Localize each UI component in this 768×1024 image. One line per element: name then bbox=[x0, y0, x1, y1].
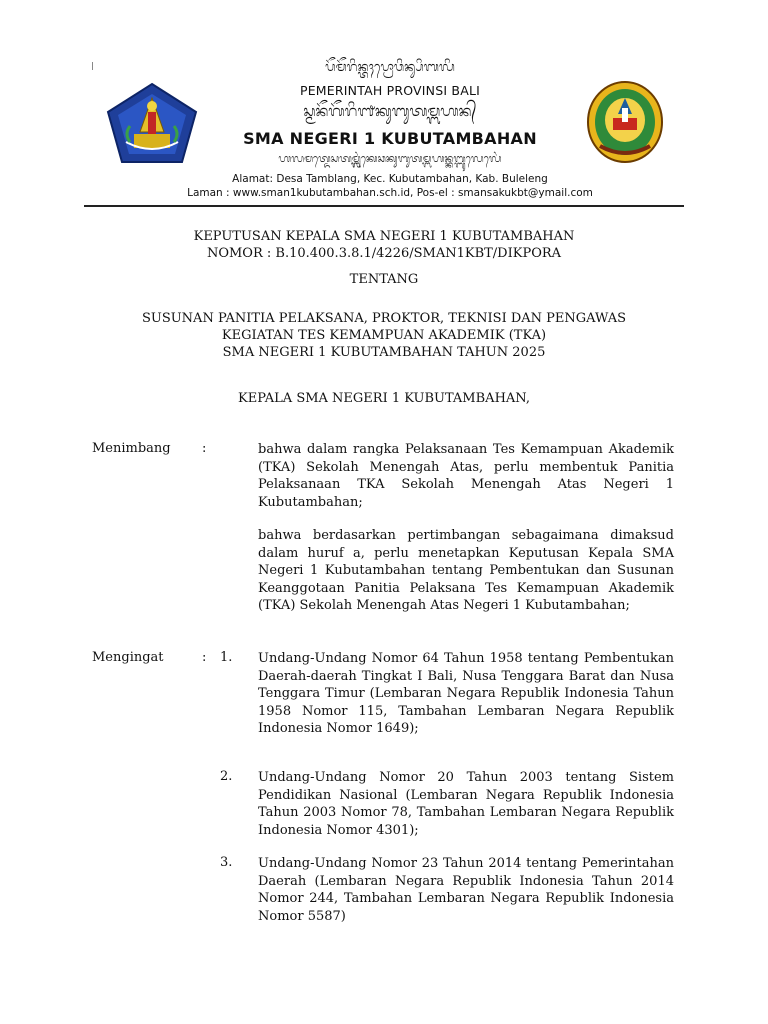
mengingat-item-1-number: 1. bbox=[220, 650, 233, 665]
mengingat-item-3-number: 3. bbox=[220, 855, 233, 870]
web-contact: Laman : www.sman1kubutambahan.sch.id, Pos-el : smansakukbt@ymail.com bbox=[187, 187, 593, 199]
decree-header bbox=[84, 228, 684, 262]
decree-issuer: KEPALA SMA NEGERI 1 KUBUTAMBAHAN, bbox=[238, 391, 530, 406]
mengingat-item-1: Undang-Undang Nomor 64 Tahun 1958 tentang Pembentukan Daerah-daerah Tingkat I Bali, Nusa Tenggara Barat dan Nusa Tenggara Timur (Lembaran Negara Republik Indonesia Tahun 1958 Nomor 115, Tambahan Lembaran Negara Republik Indonesia Nomor 1649); bbox=[258, 651, 674, 736]
school-name: SMA NEGERI 1 KUBUTAMBAHAN bbox=[243, 129, 537, 148]
scan-mark bbox=[92, 62, 93, 70]
subject-line-3: SMA NEGERI 1 KUBUTAMBAHAN TAHUN 2025 bbox=[222, 345, 546, 360]
mengingat-item-2: Undang-Undang Nomor 20 Tahun 2003 tentang Sistem Pendidikan Nasional (Lembaran Negara Republik Indonesia Tahun 2003 Nomor 78, Tambahan Lembaran Negara Republik Indonesia Nomor 4301); bbox=[258, 770, 674, 838]
menimbang-label: Menimbang bbox=[92, 441, 171, 456]
mengingat-item-2-number: 2. bbox=[220, 769, 233, 784]
decree-subject bbox=[84, 310, 684, 361]
decree-number: NOMOR : B.10.400.3.8.1/4226/SMAN1KBT/DIKPORA bbox=[206, 246, 562, 261]
menimbang-colon: : bbox=[202, 441, 207, 456]
menimbang-item-b: bahwa berdasarkan pertimbangan sebagaimana dimaksud dalam huruf a, perlu menetapkan Keputusan Kepala SMA Negeri 1 Kubutambahan tentang Pembentukan dan Susunan Keanggotaan Panitia Pelaksana Tes Kemampuan Akademik (TKA) Sekolah Menengah Atas Negeri 1 Kubutambahan; bbox=[258, 528, 674, 613]
mengingat-item-3: Undang-Undang Nomor 23 Tahun 2014 tentang Pemerintahan Daerah (Lembaran Negara Republik Indonesia Tahun 2014 Nomor 244, Tambahan Lembaran Negara Republik Indonesia Nomor 5587) bbox=[258, 856, 674, 924]
letterhead-divider bbox=[84, 205, 684, 207]
decree-title: KEPUTUSAN KEPALA SMA NEGERI 1 KUBUTAMBAHAN bbox=[193, 229, 575, 244]
address: Alamat: Desa Tamblang, Kec. Kubutambahan, Kab. Buleleng bbox=[232, 173, 548, 185]
subject-line-2: KEGIATAN TES KEMAMPUAN AKADEMIK (TKA) bbox=[221, 328, 547, 343]
letterhead bbox=[0, 0, 768, 215]
province-name: PEMERINTAH PROVINSI BALI bbox=[299, 83, 481, 98]
balinese-script-school: ᬲ᭄ᬫᬦᭂᬕᭂᬭᬶ᭑ᬓᬸᬩᬸᬢᬫ᭄ᬩᬳᬦ᭄ bbox=[303, 102, 477, 120]
mengingat-colon: : bbox=[202, 650, 207, 665]
mengingat-label: Mengingat bbox=[92, 650, 164, 665]
balinese-script-line: ᬧᭂᬫᭂᬭᬶᬦ᭄ᬢᬄᬧ᭄ᬭᭀᬯᬶᬦ᭄ᬲᬶᬩᬮᬶ bbox=[325, 60, 455, 75]
subject-line-1: SUSUNAN PANITIA PELAKSANA, PROKTOR, TEKNISI DAN PENGAWAS bbox=[141, 311, 627, 326]
decree-about: TENTANG bbox=[349, 272, 419, 287]
balinese-script-address: ᬳᬮᬫᬢ᭄ᬤᬾᬲᬢᬫ᭄ᬩ᭄ᬮᬂᬓᬾᬘᬓᬸᬩᬸᬢᬫ᭄ᬩᬳᬦ᭄ᬓᬩ᭄ᬩᬸᬮᬾᬮᬾᬂ bbox=[278, 153, 502, 165]
menimbang-item-a: bahwa dalam rangka Pelaksanaan Tes Kemampuan Akademik (TKA) Sekolah Menengah Atas, perlu membentuk Panitia Pelaksanaan TKA Sekolah Menengah Atas Negeri 1 Kubutambahan; bbox=[258, 442, 674, 510]
